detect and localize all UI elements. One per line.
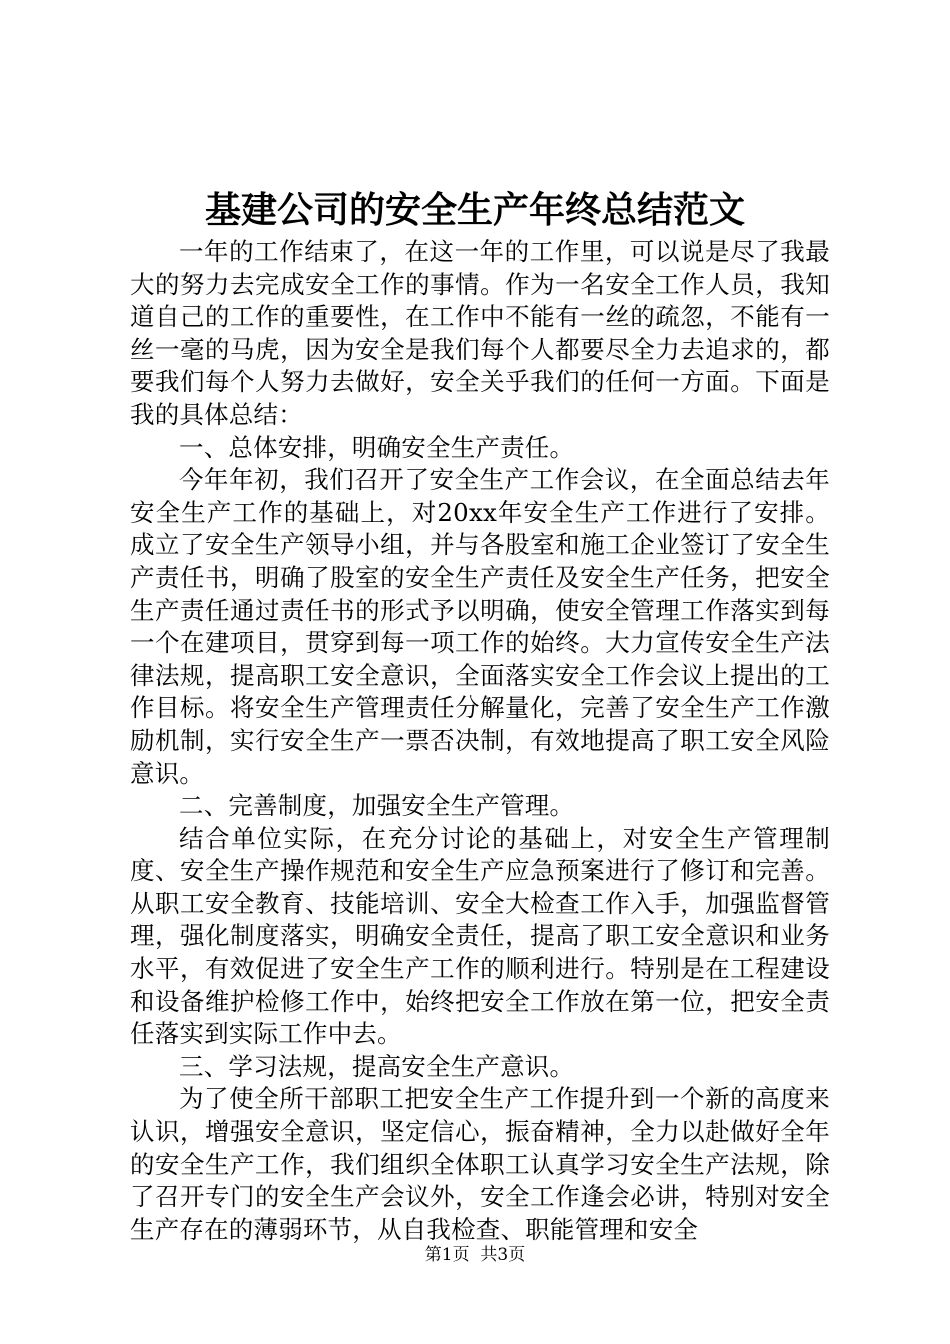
page-footer — [0, 1244, 950, 1266]
section-paragraph-2: 结合单位实际，在充分讨论的基础上，对安全生产管理制度、安全生产操作规范和安全生产应急预案进行了修订和完善。从职工安全教育、技能培训、安全大检查工作入手，加强监督管理，强化制度落实，明确安全责任，提高了职工安全意识和业务水平，有效促进了安全生产工作的顺利进行。特别是在工程建设和设备维护检修工作中，始终把安全工作放在第一位，把安全责任落实到实际工作中去。 — [130, 823, 830, 1049]
section-heading-2: 二、完善制度，加强安全生产管理。 — [179, 791, 575, 821]
document-body — [130, 236, 830, 1246]
intro-paragraph: 一年的工作结束了，在这一年的工作里，可以说是尽了我最大的努力去完成安全工作的事情。作为一名安全工作人员，我知道自己的工作的重要性，在工作中不能有一丝的疏忽，不能有一丝一毫的马虎，因为安全是我们每个人都要尽全力去追求的，都要我们每个人努力去做好，安全关乎我们的任何一方面。下面是我的具体总结： — [130, 237, 830, 429]
page-number: 第1页 — [424, 1245, 470, 1265]
document-title: 基建公司的安全生产年终总结范文 — [204, 189, 745, 231]
section-heading-3: 三、学习法规，提高安全生产意识。 — [179, 1051, 575, 1081]
page-total: 共3页 — [480, 1245, 526, 1265]
section-paragraph-1: 今年年初，我们召开了安全生产工作会议，在全面总结去年安全生产工作的基础上，对20xx年安全生产工作进行了安排。成立了安全生产领导小组，并与各股室和施工企业签订了安全生产责任书，明确了股室的安全生产责任及安全生产任务，把安全生产责任通过责任书的形式予以明确，使安全管理工作落实到每一个在建项目，贯穿到每一项工作的始终。大力宣传安全生产法律法规，提高职工安全意识，全面落实安全工作会议上提出的工作目标。将安全生产管理责任分解量化，完善了安全生产工作激励机制，实行安全生产一票否决制，有效地提高了职工安全风险意识。 — [130, 465, 830, 788]
section-heading-1: 一、总体安排，明确安全生产责任。 — [179, 432, 575, 462]
section-paragraph-3: 为了使全所干部职工把安全生产工作提升到一个新的高度来认识，增强安全意识，坚定信心，振奋精神，全力以赴做好全年的安全生产工作，我们组织全体职工认真学习安全生产法规，除了召开专门的安全生产会议外，安全工作逢会必讲，特别对安全生产存在的薄弱环节，从自我检查、职能管理和安全 — [130, 1084, 830, 1244]
